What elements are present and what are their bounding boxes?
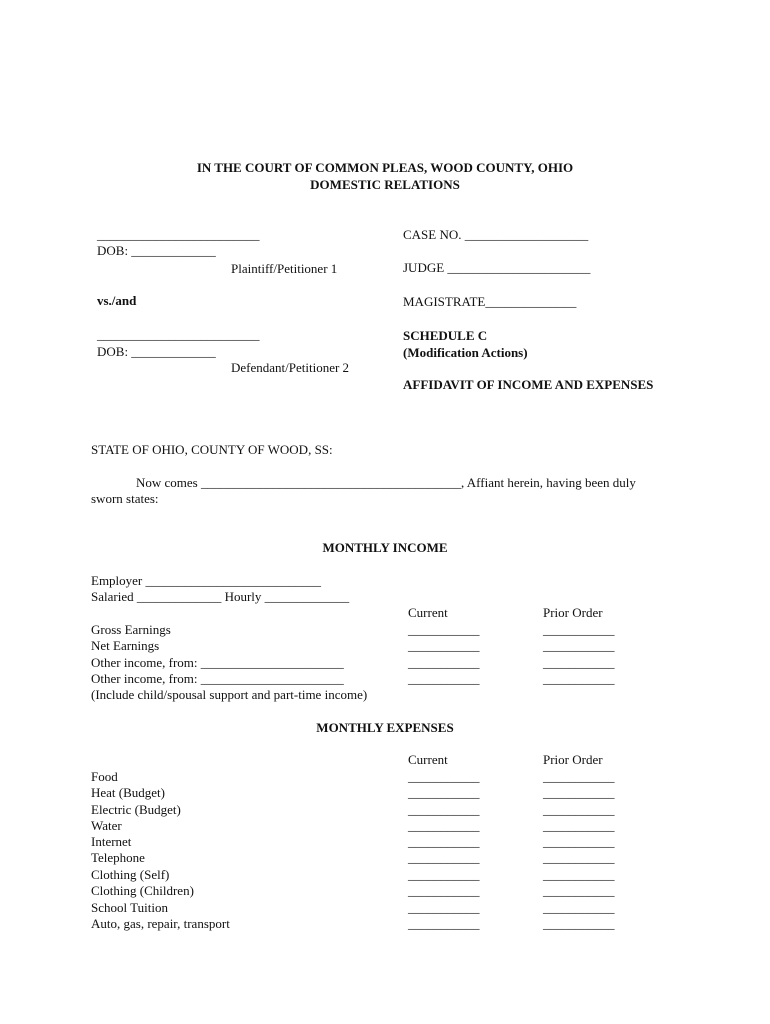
expenses-col-current: Current [408,752,448,767]
expense-row-current: ___________ [408,834,480,849]
income-row-prior: ___________ [543,655,615,670]
expense-row-prior: ___________ [543,818,615,833]
intro-line-1: Now comes ________________________________________, Affiant herein, having been duly [136,475,636,490]
income-row-current: ___________ [408,622,480,637]
party1-name-line: _________________________ [97,227,260,242]
income-row-label: Net Earnings [91,638,160,653]
income-row-prior: ___________ [543,638,615,653]
party2-name-line: _________________________ [97,327,260,342]
income-col-current: Current [408,605,448,620]
income-row-current: ___________ [408,671,480,686]
expense-row-current: ___________ [408,850,480,865]
party1-role: Plaintiff/Petitioner 1 [231,261,338,276]
expense-row-prior: ___________ [543,900,615,915]
expense-row-prior: ___________ [543,834,615,849]
income-note: (Include child/spousal support and part-time income) [91,687,368,702]
judge-field: JUDGE ______________________ [403,260,591,275]
expense-row-label: Auto, gas, repair, transport [91,916,230,931]
schedule-subtitle: (Modification Actions) [403,345,528,360]
income-row-label: Gross Earnings [91,622,171,637]
expense-row-current: ___________ [408,867,480,882]
expense-row-label: Telephone [91,850,145,865]
expense-row-current: ___________ [408,818,480,833]
court-title: IN THE COURT OF COMMON PLEAS, WOOD COUNTY, OHIO [196,160,574,175]
income-heading: MONTHLY INCOME [322,540,448,555]
employer-field: Employer ___________________________ [91,573,322,588]
income-row-label: Other income, from: ______________________ [91,671,344,686]
expense-row-label: Food [91,769,118,784]
expense-row-prior: ___________ [543,867,615,882]
expense-row-current: ___________ [408,802,480,817]
party2-role: Defendant/Petitioner 2 [231,360,350,375]
expenses-col-prior: Prior Order [543,752,603,767]
expense-row-current: ___________ [408,769,480,784]
expense-row-label: Heat (Budget) [91,785,166,800]
venue-line: STATE OF OHIO, COUNTY OF WOOD, SS: [91,442,333,457]
expense-row-current: ___________ [408,883,480,898]
division-title: DOMESTIC RELATIONS [310,177,460,192]
pay-type-field: Salaried _____________ Hourly _____________ [91,589,350,604]
income-row-label: Other income, from: ______________________ [91,655,344,670]
expense-row-label: Internet [91,834,132,849]
expense-row-prior: ___________ [543,769,615,784]
party1-dob: DOB: _____________ [97,243,216,258]
expense-row-prior: ___________ [543,916,615,931]
expense-row-prior: ___________ [543,850,615,865]
income-row-current: ___________ [408,638,480,653]
expense-row-current: ___________ [408,785,480,800]
expense-row-prior: ___________ [543,802,615,817]
intro-line-2: sworn states: [91,491,159,506]
expense-row-label: Electric (Budget) [91,802,181,817]
income-row-prior: ___________ [543,671,615,686]
party2-dob: DOB: _____________ [97,344,216,359]
expense-row-label: Water [91,818,122,833]
expense-row-current: ___________ [408,900,480,915]
income-row-prior: ___________ [543,622,615,637]
expenses-heading: MONTHLY EXPENSES [316,720,454,735]
expense-row-label: Clothing (Self) [91,867,170,882]
income-col-prior: Prior Order [543,605,603,620]
income-row-current: ___________ [408,655,480,670]
case-number: CASE NO. ___________________ [403,227,589,242]
expense-row-prior: ___________ [543,883,615,898]
expense-row-label: Clothing (Children) [91,883,194,898]
versus-label: vs./and [97,293,137,308]
affidavit-title: AFFIDAVIT OF INCOME AND EXPENSES [403,377,654,392]
expense-row-prior: ___________ [543,785,615,800]
expense-row-label: School Tuition [91,900,168,915]
magistrate-field: MAGISTRATE______________ [403,294,577,309]
expense-row-current: ___________ [408,916,480,931]
schedule-label: SCHEDULE C [403,328,488,343]
